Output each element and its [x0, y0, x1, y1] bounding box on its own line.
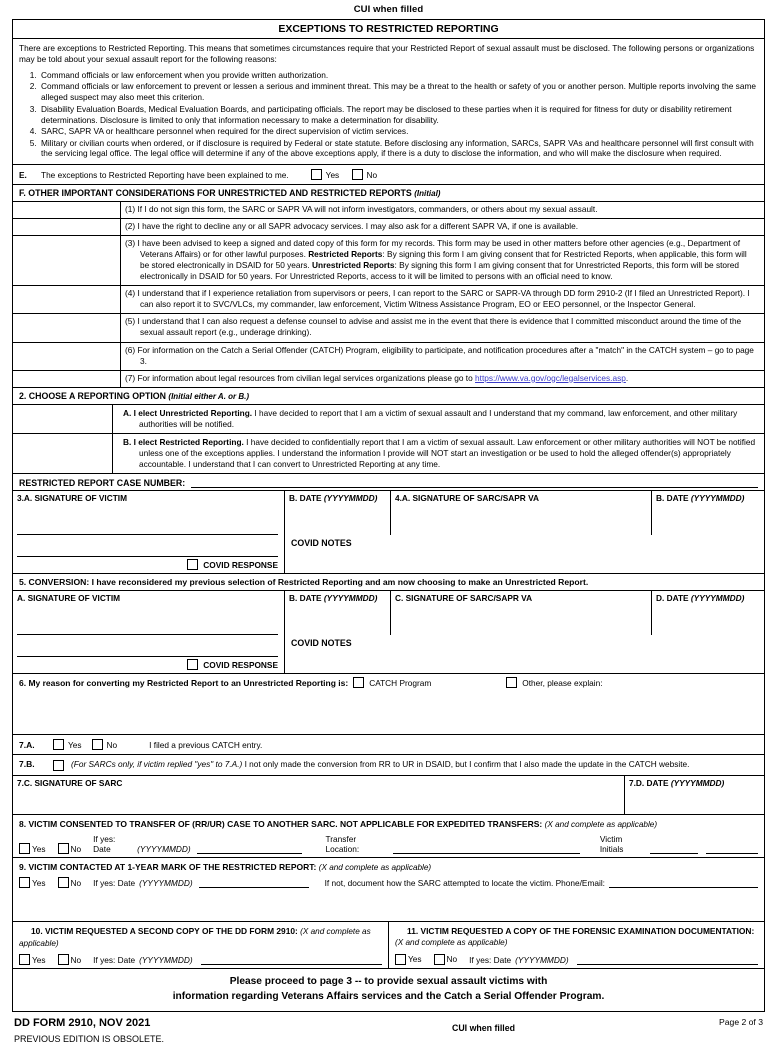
- victim-signature-underline-2: [17, 556, 278, 557]
- section-8-heading-italic: (X and complete as applicable): [544, 820, 658, 830]
- section-e-no-label: No: [366, 169, 378, 180]
- section-11-no-label: No: [446, 954, 458, 965]
- section-2-heading-italic: (Initial either A. or B.): [168, 391, 250, 401]
- section-f-item-row: [13, 285, 764, 313]
- option-a-text: I have decided to report that I am a victim of sexual assault and I understand that my command, law enforcement, and other military authorities will be notified.: [139, 407, 738, 429]
- f-item-5: [125, 316, 758, 338]
- victim-signature-label: 3.A. SIGNATURE OF VICTIM: [17, 493, 128, 504]
- f-item-4: [125, 288, 758, 310]
- option-a-letter: A.: [123, 407, 132, 418]
- exceptions-intro-text: There are exceptions to Restricted Reporting. This means that sometimes circumstances require that your Restricted Report of sexual assault must be disclosed. The following persons or organizations may be told about your sexual assault report for the following reasons:: [19, 43, 755, 64]
- initial-field-f1[interactable]: [13, 202, 121, 218]
- section-f-item-row: [13, 370, 764, 387]
- exceptions-intro: [13, 39, 764, 70]
- f-item-7: [125, 373, 758, 384]
- victim-signature-cell[interactable]: [13, 491, 285, 535]
- section-11-yes-checkbox[interactable]: [395, 954, 406, 965]
- f-item-1: [125, 204, 758, 215]
- option-b-letter: B.: [123, 436, 132, 447]
- covid-response-checkbox[interactable]: [187, 559, 198, 570]
- legal-services-link[interactable]: https://www.va.gov/ogc/legalservices.asp: [475, 372, 626, 383]
- section-8-heading: 8. VICTIM CONSENTED TO TRANSFER OF (RR/UR) CASE TO ANOTHER SARC. NOT APPLICABLE FOR EXPEDITED TRANSFERS:: [19, 819, 543, 830]
- section-9-no-label: No: [70, 877, 82, 888]
- conversion-sarc-signature-cell[interactable]: [391, 591, 652, 635]
- section-8-no-label: No: [70, 843, 82, 854]
- page-number: Page 2 of 3: [719, 1016, 763, 1027]
- catch-program-label: CATCH Program: [369, 677, 432, 688]
- victim-date-label: B. DATE: [289, 493, 322, 504]
- section-e-no-checkbox[interactable]: [352, 169, 363, 180]
- exceptions-title: EXCEPTIONS TO RESTRICTED REPORTING: [13, 20, 764, 39]
- section-10: [13, 922, 389, 968]
- case-number-input[interactable]: [191, 477, 758, 488]
- section-10-yes-checkbox[interactable]: [19, 954, 30, 965]
- section-6: [13, 673, 764, 734]
- section-8-date-format: (YYYYMMDD): [137, 844, 191, 855]
- victim-signature-extra-line[interactable]: [13, 535, 284, 557]
- exception-item: 3. Disability Evaluation Boards, Medical Evaluation Boards, and participating officials. The report may be disclosed to these parties when it is required for fitness for duty or disability retirement determinations. Disclosure is limited to only that information necessary to make a determination for disability.: [39, 104, 758, 126]
- section-9-no-checkbox[interactable]: [58, 877, 69, 888]
- covid-notes-label: COVID NOTES: [291, 538, 352, 549]
- section-10-yes-label: Yes: [32, 954, 46, 965]
- conversion-victim-signature-cell[interactable]: [13, 591, 285, 635]
- case-number-label: RESTRICTED REPORT CASE NUMBER:: [19, 478, 186, 489]
- f-item-2-text: I have the right to decline any or all SAPR advocacy services. I may also ask for a different SAPR VA, if one is available.: [137, 221, 579, 232]
- victim-date-format: (YYYYMMDD): [323, 493, 378, 504]
- proceed-notice: [13, 968, 764, 1010]
- section-10-date-input[interactable]: [201, 954, 382, 965]
- cui-footer-banner: CUI when filled: [451, 1022, 516, 1033]
- section-2-option-row: [13, 404, 764, 433]
- page-footer: [12, 1012, 765, 1044]
- section-10-date-format: (YYYYMMDD): [139, 955, 193, 966]
- conversion-victim-signature-input[interactable]: [13, 603, 284, 635]
- section-7a-yes-checkbox[interactable]: [53, 739, 64, 750]
- sarc-signature-7c-input[interactable]: [13, 788, 624, 814]
- sarc-date-format: (YYYYMMDD): [690, 493, 745, 504]
- f-item-3-text: I have been advised to keep a signed and dated copy of this form for my records. This form may be used in other matters before other agencies (e.g., Department of Veterans Affairs) or for other lawful purposes.: [137, 238, 741, 260]
- section-f-item-row: [13, 235, 764, 285]
- f-item-4-num: (4): [125, 288, 136, 299]
- f-item-5-text: I understand that I can also request a defense counsel to advise and assist me in the event that there is evidence that I committed misconduct around the time of the sexual assault report (e.g., underage drinking).: [137, 316, 742, 338]
- section-11-date-format: (YYYYMMDD): [515, 954, 569, 965]
- section-9-date-format: (YYYYMMDD): [139, 878, 193, 889]
- section-7a-yes-label: Yes: [68, 739, 82, 750]
- section-e-letter: E.: [19, 169, 27, 180]
- section-7b-text: I not only made the conversion from RR to UR in DSAID, but I confirm that I also made the update in the CATCH website.: [242, 759, 690, 770]
- sarc-date-7d-format: (YYYYMMDD): [670, 778, 725, 789]
- option-b: [123, 437, 758, 470]
- conversion-victim-date-label: B. DATE: [289, 593, 322, 604]
- section-10-heading: 10. VICTIM REQUESTED A SECOND COPY OF THE DD FORM 2910:: [31, 926, 298, 937]
- sarc-date-7d-cell[interactable]: [625, 776, 764, 814]
- f-item-5-num: (5): [125, 316, 136, 327]
- section-2-heading-text: 2. CHOOSE A REPORTING OPTION: [19, 390, 166, 401]
- covid-response-label: COVID RESPONSE: [203, 559, 278, 570]
- initial-field-f7[interactable]: [13, 371, 121, 387]
- section-9-ifyes-label: If yes: Date: [93, 878, 136, 889]
- victim-signature-input[interactable]: [13, 503, 284, 535]
- section-e: [13, 164, 764, 184]
- section-9-extra-space: [13, 891, 764, 921]
- other-reason-checkbox[interactable]: [506, 677, 517, 688]
- section-8-date-input[interactable]: [197, 843, 302, 854]
- signature-header-row: [13, 491, 764, 535]
- section-7b-letter: 7.B.: [19, 759, 35, 770]
- section-9-yes-checkbox[interactable]: [19, 877, 30, 888]
- section-2-heading: [13, 387, 764, 404]
- section-9-phone-email-input[interactable]: [609, 877, 758, 888]
- conversion-victim-signature-underline-2: [17, 656, 278, 657]
- victim-initials-label: Victim Initials: [599, 834, 624, 855]
- sarc-date-7d-input[interactable]: [625, 788, 764, 814]
- f-item-6-text: For information on the Catch a Serial Offender (CATCH) Program, eligibility to participate, and notification procedures after a "match" in the CATCH system – go to page 3.: [137, 344, 754, 366]
- section-e-text: The exceptions to Restricted Reporting have been explained to me.: [41, 169, 289, 180]
- f-item-4-text: I understand that if I experience retaliation from supervisors or peers, I can report to the SARC or SAPR-VA through DD form 2910-2 (If I filed an Unrestricted Report). I can also report it to SVC/VLCs, my commander, law enforcement, Victim Witness Assistance Program, EO or EEO personnel, or the Inspector General.: [137, 288, 750, 310]
- f-item-6: [125, 345, 758, 367]
- sarc-date-label: B. DATE: [656, 493, 689, 504]
- section-9-date-input[interactable]: [199, 877, 309, 888]
- section-8-no-checkbox[interactable]: [58, 843, 69, 854]
- section-8-ifyes-label: If yes: Date: [93, 834, 116, 855]
- initial-field-option-b[interactable]: [13, 434, 113, 473]
- section-e-yes-checkbox-group: [311, 169, 387, 180]
- covid-notes-cell-5[interactable]: [285, 635, 764, 673]
- sarc-date-input[interactable]: [652, 503, 764, 535]
- section-f-item-row: [13, 313, 764, 341]
- section-7a: [13, 734, 764, 754]
- covid-response-group-3: [13, 557, 284, 573]
- section-6-explain-input[interactable]: [13, 690, 764, 734]
- exception-item: 5. Military or civilian courts when ordered, or if disclosure is required by Federal or state statute. Before disclosing any information, SARCs, SAPR VAs and healthcare personnel will first consult with the servicing legal office. The legal office will determine if any of the above exceptions apply, if there is a duty to disclose the information, and who will make the disclosure when required.: [39, 138, 758, 160]
- section-7a-no-label: No: [106, 739, 118, 750]
- conversion-sarc-signature-label: C. SIGNATURE OF SARC/SAPR VA: [395, 593, 533, 604]
- f-item-2-num: (2): [125, 221, 136, 232]
- sarc-signature-input[interactable]: [391, 503, 651, 535]
- proceed-line-1: Please proceed to page 3 -- to provide sexual assault victims with: [229, 976, 548, 988]
- section-f-item-row: [13, 342, 764, 370]
- f-item-7-text: For information about legal resources from civilian legal services organizations please go to: [137, 372, 476, 383]
- initial-field-f3[interactable]: [13, 236, 121, 285]
- victim-initials-input-2[interactable]: [706, 843, 758, 854]
- section-9-heading-italic: (X and complete as applicable): [318, 863, 432, 873]
- section-6-text: 6. My reason for converting my Restricted Report to an Unrestricted Reporting is:: [19, 677, 349, 688]
- covid-notes-input[interactable]: [285, 548, 764, 570]
- section-8-yes-checkbox[interactable]: [19, 843, 30, 854]
- section-10-ifyes-label: If yes: Date: [93, 955, 136, 966]
- section-7c-row: [13, 775, 764, 814]
- section-10-heading-italic: (X and complete as applicable): [19, 927, 371, 948]
- f-item-7-text-after: .: [625, 372, 629, 383]
- f-item-3: [125, 238, 758, 282]
- section-f-heading-italic: (Initial): [414, 189, 441, 199]
- section-9-heading: 9. VICTIM CONTACTED AT 1-YEAR MARK OF THE RESTRICTED REPORT:: [19, 862, 317, 873]
- section-9-yes-label: Yes: [32, 877, 46, 888]
- section-7b: [13, 754, 764, 775]
- covid-row-5: [13, 635, 764, 673]
- section-e-yes-checkbox[interactable]: [311, 169, 322, 180]
- sarc-signature-label: 4.A. SIGNATURE OF SARC/SAPR VA: [395, 493, 539, 504]
- section-5-heading: 5. CONVERSION: I have reconsidered my previous selection of Restricted Reporting and am now choosing to make an Unrestricted Report.: [13, 573, 764, 590]
- section-f-item-row: [13, 218, 764, 235]
- f-item-1-text: If I do not sign this form, the SARC or SAPR VA will not inform investigators, commanders, or others about my sexual assault.: [137, 204, 598, 215]
- signature-block-3-4: [13, 490, 764, 573]
- section-7b-checkbox[interactable]: [53, 760, 64, 771]
- sarc-signature-7c-label: 7.C. SIGNATURE OF SARC: [17, 778, 123, 789]
- section-9-ifnot-label: If not, document how the SARC attempted to locate the victim. Phone/Email:: [324, 878, 605, 889]
- section-11: [389, 922, 764, 968]
- initial-field-f6[interactable]: [13, 343, 121, 370]
- previous-edition-note: PREVIOUS EDITION IS OBSOLETE.: [14, 1033, 165, 1044]
- covid-response-group-5: [13, 657, 284, 673]
- exception-item: 4. SARC, SAPR VA or healthcare personnel when required for the direct supervision of victim services.: [39, 126, 758, 137]
- victim-date-input[interactable]: [285, 503, 390, 535]
- conversion-victim-date-input[interactable]: [285, 603, 390, 635]
- conversion-sarc-signature-input[interactable]: [391, 603, 651, 635]
- covid-notes-input[interactable]: [285, 648, 764, 670]
- conversion-sarc-date-input[interactable]: [652, 603, 764, 635]
- section-7a-no-checkbox[interactable]: [92, 739, 103, 750]
- covid-response-checkbox[interactable]: [187, 659, 198, 670]
- other-reason-label: Other, please explain:: [522, 677, 603, 688]
- f-item-6-num: (6): [125, 344, 136, 355]
- section-11-no-checkbox[interactable]: [434, 954, 445, 965]
- case-number-row: [13, 473, 764, 490]
- option-a-bold: I elect Unrestricted Reporting.: [133, 407, 253, 418]
- option-b-bold: I elect Restricted Reporting.: [133, 436, 244, 447]
- section-f-item-row: [13, 201, 764, 218]
- covid-notes-label: COVID NOTES: [291, 638, 352, 649]
- option-b-text: I have decided to confidentially report that I am a victim of sexual assault. Law enforcement or other military authorities will NOT be notified unless one of the exceptions applies. I understand the information I provide will NOT start an investigation or be used to hold the alleged offender(s) appropriately accountable. I understand that I can convert to Unrestricted Reporting at any time.: [139, 436, 756, 470]
- sarc-date-cell[interactable]: [652, 491, 764, 535]
- f-item-3-bold-restricted: Restricted Reports: [308, 249, 383, 260]
- exception-item: 1. Command officials or law enforcement when you provide written authorization.: [39, 70, 758, 81]
- covid-response-label: COVID RESPONSE: [203, 659, 278, 670]
- section-11-heading-italic: (X and complete as applicable): [395, 938, 508, 948]
- conversion-sarc-date-cell[interactable]: [652, 591, 764, 635]
- f-item-3-text2: : By signing this form I am giving consent that for Restricted Reports, when applicable, this form will be stored electronically in DSAID for 50 years.: [140, 249, 747, 271]
- initial-field-f2[interactable]: [13, 219, 121, 235]
- f-item-3-bold-unrestricted: Unrestricted Reports: [312, 260, 395, 271]
- exceptions-list: [13, 70, 764, 164]
- section-8-yes-label: Yes: [32, 843, 46, 854]
- victim-date-cell[interactable]: [285, 491, 391, 535]
- section-7b-italic: (For SARCs only, if victim replied "yes" to 7.A.): [71, 759, 243, 770]
- section-8: [13, 814, 764, 857]
- signature-block-5: [13, 590, 764, 673]
- section-e-yes-label: Yes: [325, 169, 340, 180]
- section-10-no-checkbox[interactable]: [58, 954, 69, 965]
- section-11-date-input[interactable]: [577, 954, 758, 965]
- conversion-victim-signature-extra-line[interactable]: [13, 635, 284, 657]
- covid-notes-cell-3[interactable]: [285, 535, 764, 573]
- f-item-2: [125, 221, 758, 232]
- conversion-victim-date-cell[interactable]: [285, 591, 391, 635]
- conversion-sarc-date-label: D. DATE: [656, 593, 689, 604]
- sarc-signature-7c-cell[interactable]: [13, 776, 625, 814]
- initial-field-f4[interactable]: [13, 286, 121, 313]
- form-body: [12, 19, 765, 1012]
- f-item-7-num: (7): [125, 372, 136, 383]
- section-11-ifyes-label: If yes: Date: [469, 954, 512, 965]
- sarc-signature-cell[interactable]: [391, 491, 652, 535]
- exception-item: 2. Command officials or law enforcement to prevent or lessen a serious and imminent threat. This may be a threat to the health or safety of you or another person. Multiple reports involving the same alleged suspect may also meet this criterion.: [39, 81, 758, 103]
- section-f-heading: [13, 184, 764, 201]
- proceed-line-2: information regarding Veterans Affairs services and the Catch a Serial Offender Program.: [172, 990, 605, 1002]
- section-7a-letter: 7.A.: [19, 739, 35, 750]
- covid-row-3: [13, 535, 764, 573]
- sarc-date-7d-label: 7.D. DATE: [629, 778, 669, 789]
- victim-initials-input-1[interactable]: [650, 843, 698, 854]
- catch-program-checkbox[interactable]: [353, 677, 364, 688]
- f-item-3-num: (3): [125, 238, 136, 249]
- section-11-yes-label: Yes: [408, 954, 422, 965]
- conversion-signature-header-row: [13, 591, 764, 635]
- section-11-heading: 11. VICTIM REQUESTED A COPY OF THE FORENSIC EXAMINATION DOCUMENTATION:: [407, 926, 755, 937]
- conversion-victim-signature-label: A. SIGNATURE OF VICTIM: [17, 593, 121, 604]
- initial-field-f5[interactable]: [13, 314, 121, 341]
- form-number: DD FORM 2910, NOV 2021: [14, 1016, 151, 1029]
- sections-10-11-row: [13, 921, 764, 968]
- initial-field-option-a[interactable]: [13, 405, 113, 433]
- section-2-option-row: [13, 433, 764, 473]
- option-a: [123, 408, 758, 430]
- f-item-3-text3: : By signing this form I am giving consent that for Unrestricted Reports, this form will be stored electronically in DSAID for 50 years. For Unrestricted Reports, access to it will be limited to persons with an official need to know.: [140, 260, 740, 282]
- conversion-victim-date-format: (YYYYMMDD): [323, 593, 378, 604]
- transfer-location-input[interactable]: [393, 843, 580, 854]
- section-10-no-label: No: [70, 954, 82, 965]
- section-f-heading-text: F. OTHER IMPORTANT CONSIDERATIONS FOR UNRESTRICTED AND RESTRICTED REPORTS: [19, 188, 412, 199]
- conversion-sarc-date-format: (YYYYMMDD): [690, 593, 745, 604]
- transfer-location-label: Transfer Location:: [325, 834, 360, 855]
- section-9: [13, 857, 764, 921]
- f-item-1-num: (1): [125, 204, 136, 215]
- section-7a-text: I filed a previous CATCH entry.: [149, 739, 263, 750]
- cui-header-banner: CUI when filled: [353, 4, 424, 15]
